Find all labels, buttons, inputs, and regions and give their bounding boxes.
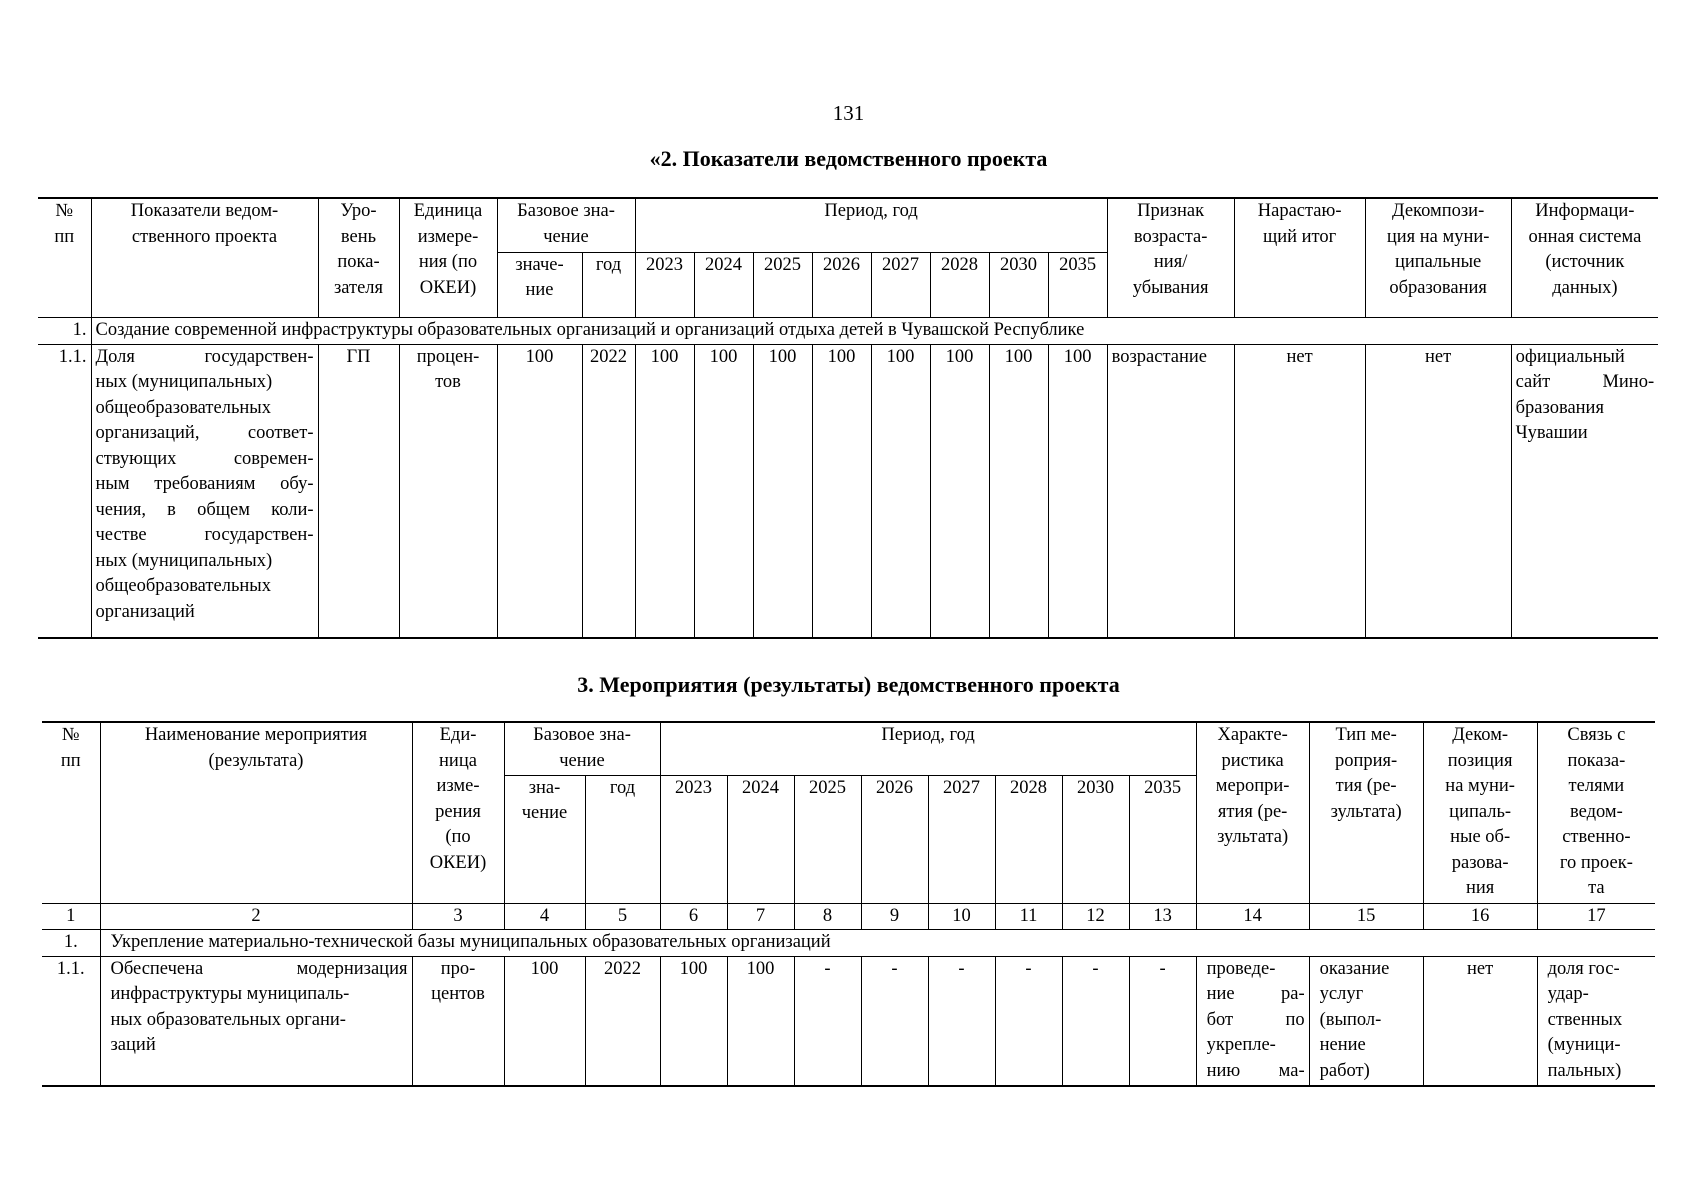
indicator-name: Доля государствен- ных (муниципальных) общеобразовательных организаций, соответ- ствующих современ- ным требованиям обу- чения, в общем коли- честве государствен- ных (муниципальных) общеобразовательных организаций — [91, 344, 318, 638]
header-type: Тип ме- роприя- тия (ре- зультата) — [1309, 722, 1423, 903]
header-trend: Признак возраста- ния/ убывания — [1107, 198, 1234, 317]
col-number: 14 — [1196, 903, 1309, 930]
header-year: 2035 — [1048, 252, 1107, 317]
header-period: Период, год — [660, 722, 1196, 775]
year-value: - — [928, 956, 995, 1086]
header-year: 2026 — [861, 775, 928, 903]
cumulative-value: нет — [1234, 344, 1365, 638]
year-value: 100 — [812, 344, 871, 638]
header-level: Уро- вень пока- зателя — [318, 198, 399, 317]
header-base-value: зна- чение — [504, 775, 585, 903]
col-number: 3 — [412, 903, 504, 930]
header-year: 2025 — [753, 252, 812, 317]
header-year: 2035 — [1129, 775, 1196, 903]
group-title: Укрепление материально-технической базы муниципальных образовательных организаций — [100, 930, 1655, 957]
year-value: 100 — [871, 344, 930, 638]
header-base: Базовое зна- чение — [497, 198, 635, 252]
header-base-value: значе- ние — [497, 252, 582, 317]
header-year: 2027 — [871, 252, 930, 317]
header-year: 2023 — [635, 252, 694, 317]
group-title: Создание современной инфраструктуры образовательных организаций и организаций отдыха детей в Чувашской Республике — [91, 317, 1658, 344]
header-unit: Единица измере- ния (по ОКЕИ) — [399, 198, 497, 317]
header-year: 2028 — [930, 252, 989, 317]
header-year: 2027 — [928, 775, 995, 903]
indicator-level: ГП — [318, 344, 399, 638]
header-base: Базовое зна- чение — [504, 722, 660, 775]
header-unit: Еди- ница изме- рения (по ОКЕИ) — [412, 722, 504, 903]
year-value: - — [794, 956, 861, 1086]
header-cumulative: Нарастаю- щий итог — [1234, 198, 1365, 317]
header-year: 2028 — [995, 775, 1062, 903]
base-year: 2022 — [585, 956, 660, 1086]
characteristic-value: проведе- ние ра- бот по укрепле- нию ма- — [1196, 956, 1309, 1086]
col-number: 15 — [1309, 903, 1423, 930]
header-year: 2026 — [812, 252, 871, 317]
base-year: 2022 — [582, 344, 635, 638]
info-system-value: официальный сайт Мино- бразования Чувашии — [1511, 344, 1658, 638]
header-info-system: Информаци- онная система (источник данных) — [1511, 198, 1658, 317]
year-value: - — [861, 956, 928, 1086]
section2-title: «2. Показатели ведомственного проекта — [649, 146, 1048, 171]
col-number: 13 — [1129, 903, 1196, 930]
year-value: 100 — [727, 956, 794, 1086]
decomposition-value: нет — [1423, 956, 1537, 1086]
year-value: 100 — [694, 344, 753, 638]
header-year: 2025 — [794, 775, 861, 903]
col-number: 8 — [794, 903, 861, 930]
header-year: 2030 — [1062, 775, 1129, 903]
header-year: 2023 — [660, 775, 727, 903]
group-num: 1. — [42, 930, 100, 957]
header-characteristic: Характе- ристика меропри- ятия (ре- зультата) — [1196, 722, 1309, 903]
year-value: - — [1129, 956, 1196, 1086]
year-value: - — [1062, 956, 1129, 1086]
col-number: 2 — [100, 903, 412, 930]
activities-table — [42, 721, 1655, 1087]
col-number: 5 — [585, 903, 660, 930]
col-number: 12 — [1062, 903, 1129, 930]
indicators-table — [38, 197, 1658, 639]
base-value: 100 — [497, 344, 582, 638]
trend-value: возрастание — [1107, 344, 1234, 638]
col-number: 16 — [1423, 903, 1537, 930]
row-num: 1.1. — [38, 344, 91, 638]
header-num: № пп — [42, 722, 100, 903]
header-indicator: Показатели ведом- ственного проекта — [91, 198, 318, 317]
header-year: 2024 — [727, 775, 794, 903]
year-value: 100 — [660, 956, 727, 1086]
base-value: 100 — [504, 956, 585, 1086]
page-number: 131 — [832, 101, 865, 125]
col-number: 17 — [1537, 903, 1655, 930]
col-number: 7 — [727, 903, 794, 930]
section3-title: 3. Мероприятия (результаты) ведомственного проекта — [577, 672, 1120, 697]
row-num: 1.1. — [42, 956, 100, 1086]
year-value: - — [995, 956, 1062, 1086]
type-value: оказание услуг (выпол- нение работ) — [1309, 956, 1423, 1086]
indicator-unit: процен- тов — [399, 344, 497, 638]
year-value: 100 — [930, 344, 989, 638]
year-value: 100 — [753, 344, 812, 638]
year-value: 100 — [635, 344, 694, 638]
col-number: 4 — [504, 903, 585, 930]
header-year: 2030 — [989, 252, 1048, 317]
header-base-year: год — [585, 775, 660, 903]
col-number: 10 — [928, 903, 995, 930]
header-link: Связь с показа- телями ведом- ственно- го проек- та — [1537, 722, 1655, 903]
col-number: 11 — [995, 903, 1062, 930]
header-period: Период, год — [635, 198, 1107, 252]
col-number: 9 — [861, 903, 928, 930]
header-name: Наименование мероприятия (результата) — [100, 722, 412, 903]
col-number: 6 — [660, 903, 727, 930]
header-num: № пп — [38, 198, 91, 317]
link-value: доля гос- удар- ственных (муници- пальных) — [1537, 956, 1655, 1086]
header-year: 2024 — [694, 252, 753, 317]
col-number: 1 — [42, 903, 100, 930]
year-value: 100 — [989, 344, 1048, 638]
header-decomposition: Деком- позиция на муни- ципаль- ные об- разова- ния — [1423, 722, 1537, 903]
group-num: 1. — [38, 317, 91, 344]
header-decomposition: Декомпози- ция на муни- ципальные образования — [1365, 198, 1511, 317]
decomposition-value: нет — [1365, 344, 1511, 638]
activity-unit: про- центов — [412, 956, 504, 1086]
activity-name: Обеспечена модернизация инфраструктуры муниципаль- ных образовательных органи- заций — [100, 956, 412, 1086]
year-value: 100 — [1048, 344, 1107, 638]
header-base-year: год — [582, 252, 635, 317]
